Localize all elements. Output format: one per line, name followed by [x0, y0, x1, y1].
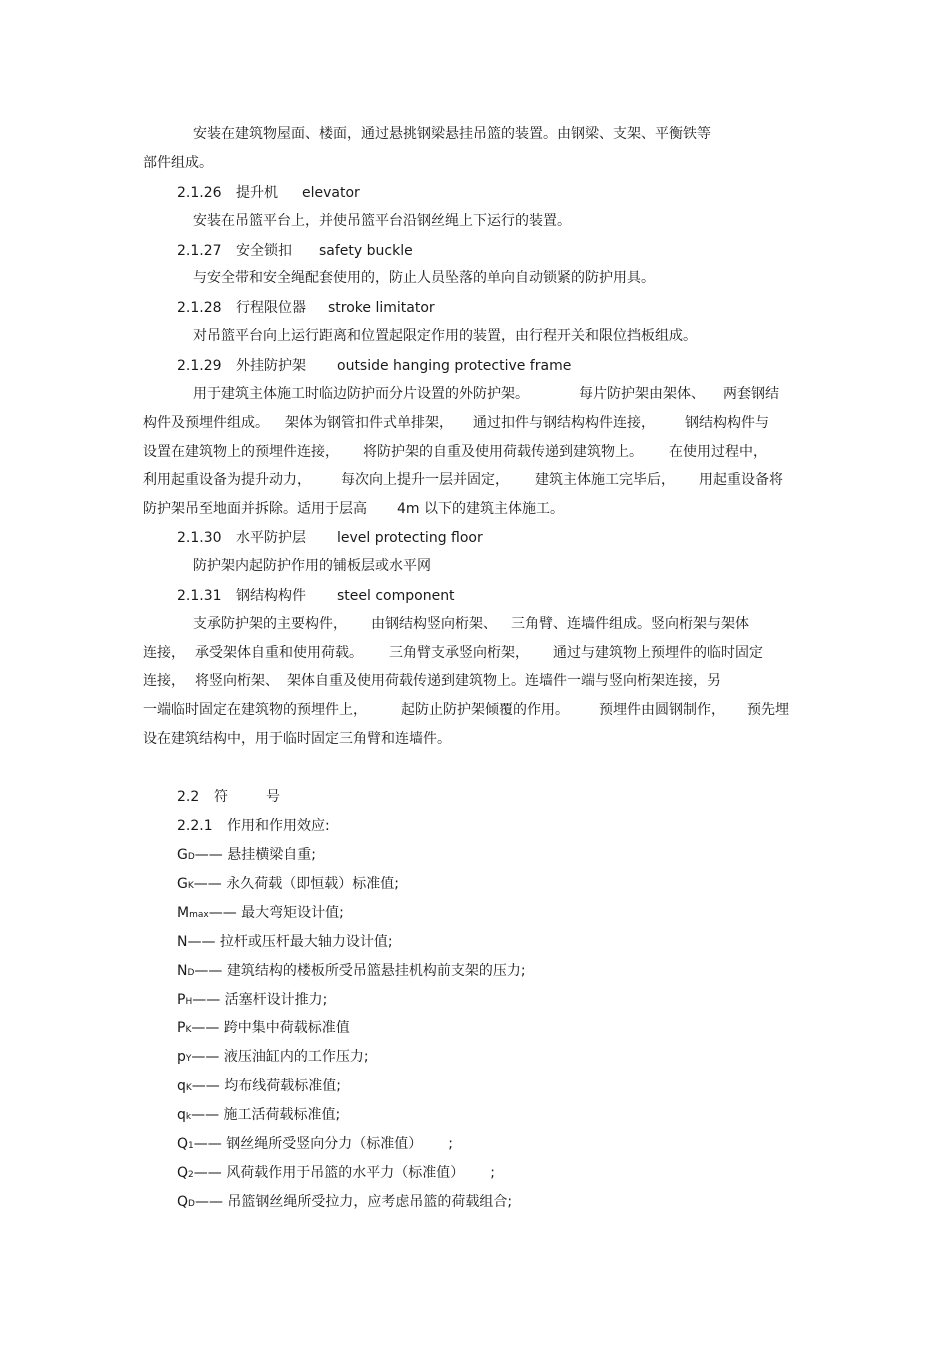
text-run: 一端临时固定在建筑物的预埋件上，: [143, 702, 367, 718]
definition-2-1-29-line-5: [143, 499, 564, 519]
symbol-main: Q: [177, 1165, 189, 1181]
term-zh: 钢结构构件: [236, 588, 306, 604]
term-en: steel component: [337, 588, 455, 604]
symbol-description: —— 跨中集中荷载标准值: [191, 1020, 350, 1036]
symbol-description: —— 风荷载作用于吊篮的水平力（标准值）: [193, 1165, 465, 1181]
symbol-row: [177, 932, 393, 952]
text-run: 每片防护架由架体、: [579, 386, 705, 402]
text-run: 连接，: [143, 673, 185, 689]
term-zh: 安全锁扣: [236, 243, 292, 259]
text-run: 4m 以下的建筑主体施工。: [397, 501, 564, 517]
symbol-row: [177, 961, 526, 983]
symbol-description: —— 悬挂横梁自重;: [194, 847, 316, 863]
symbol-subscript: max: [189, 910, 209, 920]
definition-heading-2-1-29: [177, 356, 571, 376]
text-run: 每次向上提升一层并固定，: [341, 472, 509, 488]
symbol-description: —— 施工活荷载标准值;: [191, 1107, 341, 1123]
symbol-description: —— 建筑结构的楼板所受吊篮悬挂机构前支架的压力;: [194, 963, 526, 979]
text-run: 三角臂支承竖向桁架，: [389, 645, 529, 661]
symbol-row: [177, 1105, 340, 1127]
definition-body-2-1-27: 与安全带和安全绳配套使用的，防止人员坠落的单向自动锁紧的防护用具。: [193, 270, 655, 286]
text-run: 预先埋: [747, 702, 789, 718]
term-zh: 提升机: [236, 185, 278, 201]
symbol-tail: ;: [490, 1165, 495, 1181]
text-run: 钢结构构件与: [685, 415, 769, 431]
symbol-row: [177, 1047, 369, 1069]
clause-number: 2.1.27: [177, 243, 222, 259]
text-run: 将竖向桁架、: [195, 673, 279, 689]
text-run: 在使用过程中，: [669, 444, 767, 460]
definition-heading-2-1-28: [177, 298, 435, 318]
definition-heading-2-1-31: [177, 586, 455, 606]
symbol-description: —— 液压油缸内的工作压力;: [191, 1049, 369, 1065]
text-run: 设置在建筑物上的预埋件连接，: [143, 444, 339, 460]
text-run: 由钢结构竖向桁架、: [371, 616, 497, 632]
section-number: 2.2: [177, 789, 200, 805]
text-run: 支承防护架的主要构件，: [193, 616, 347, 632]
text-run: 承受架体自重和使用荷载。: [195, 645, 363, 661]
symbol-subscript: K: [185, 1083, 192, 1093]
term-zh: 水平防护层: [236, 530, 306, 546]
text-run: 将防护架的自重及使用荷载传递到建筑物上。: [363, 444, 643, 460]
term-en: stroke limitator: [328, 300, 435, 316]
subsection-number: 2.2.1: [177, 818, 213, 834]
text-run: 防护架吊至地面并拆除。适用于层高: [143, 501, 367, 517]
intro-line-1: 安装在建筑物屋面、楼面，通过悬挑钢梁悬挂吊篮的装置。由钢梁、支架、平衡铁等: [193, 126, 711, 142]
symbol-main: p: [177, 1049, 186, 1065]
heading-char: 符: [214, 789, 228, 805]
definition-2-1-29-line-4: [143, 470, 783, 490]
subsection-heading-2-2-1: [177, 816, 330, 836]
text-run: 架体自重及使用荷载传递到建筑物上。连墙件一端与竖向桁架连接，另: [287, 673, 721, 689]
heading-char: 号: [266, 789, 280, 805]
definition-heading-2-1-27: [177, 241, 413, 261]
symbol-main: N: [177, 963, 188, 979]
definition-2-1-31-line-4: [143, 700, 789, 720]
symbol-subscript: D: [187, 968, 195, 978]
symbol-main: N: [177, 934, 188, 950]
symbol-main: P: [177, 992, 186, 1008]
symbol-subscript: D: [187, 852, 195, 862]
definition-2-1-29-line-1: [193, 384, 779, 404]
definition-2-1-29-line-3: [143, 442, 767, 462]
symbol-subscript: K: [185, 1025, 192, 1035]
subsection-title: 作用和作用效应:: [227, 818, 330, 834]
symbol-row: [177, 845, 316, 867]
text-run: 起防止防护架倾覆的作用。: [401, 702, 569, 718]
clause-number: 2.1.29: [177, 358, 222, 374]
text-run: 建筑主体施工完毕后，: [535, 472, 675, 488]
symbol-subscript: D: [188, 1199, 195, 1209]
symbol-subscript: k: [185, 1112, 192, 1122]
term-zh: 行程限位器: [236, 300, 306, 316]
clause-number: 2.1.31: [177, 588, 222, 604]
symbol-row: [177, 874, 399, 896]
term-en: level protecting floor: [337, 530, 483, 546]
term-en: elevator: [302, 185, 360, 201]
symbol-row: [177, 903, 344, 925]
symbol-row: [177, 1134, 453, 1156]
symbol-description: —— 钢丝绳所受竖向分力（标准值）: [193, 1136, 423, 1152]
text-run: 三角臂、连墙件组成。竖向桁架与架体: [511, 616, 749, 632]
definition-2-1-31-line-5: 设在建筑结构中，用于临时固定三角臂和连墙件。: [143, 731, 451, 747]
text-run: 架体为钢管扣件式单排架，: [285, 415, 453, 431]
symbol-row: [177, 1018, 350, 1040]
definition-body-2-1-26: 安装在吊篮平台上，并使吊篮平台沿钢丝绳上下运行的装置。: [193, 213, 571, 229]
clause-number: 2.1.26: [177, 185, 222, 201]
text-run: 通过扣件与钢结构构件连接，: [473, 415, 655, 431]
term-en: outside hanging protective frame: [337, 358, 572, 374]
symbol-subscript: 1: [188, 1141, 194, 1151]
symbol-description: —— 活塞杆设计推力;: [192, 992, 328, 1008]
text-run: 预埋件由圆钢制作，: [599, 702, 725, 718]
symbol-subscript: K: [187, 881, 194, 891]
symbol-description: —— 最大弯矩设计值;: [208, 905, 344, 921]
term-zh: 外挂防护架: [236, 358, 306, 374]
text-run: 用起重设备将: [699, 472, 783, 488]
text-run: 通过与建筑物上预埋件的临时固定: [553, 645, 763, 661]
definition-heading-2-1-30: [177, 528, 483, 548]
symbol-subscript: H: [185, 997, 193, 1007]
clause-number: 2.1.28: [177, 300, 222, 316]
symbol-row: [177, 990, 327, 1012]
definition-2-1-29-line-2: [143, 413, 769, 433]
symbol-description: —— 均布线荷载标准值;: [191, 1078, 341, 1094]
symbol-tail: ;: [448, 1136, 453, 1152]
symbol-main: q: [177, 1107, 186, 1123]
symbol-main: G: [177, 876, 188, 892]
text-run: 用于建筑主体施工时临边防护而分片设置的外防护架。: [193, 386, 529, 402]
intro-line-2: 部件组成。: [143, 155, 213, 171]
symbol-main: Q: [177, 1194, 189, 1210]
symbol-main: Q: [177, 1136, 189, 1152]
symbol-row: [177, 1076, 341, 1098]
symbol-description: —— 永久荷载（即恒载）标准值;: [193, 876, 399, 892]
definition-heading-2-1-26: [177, 183, 360, 203]
clause-number: 2.1.30: [177, 530, 222, 546]
symbol-row: [177, 1192, 512, 1214]
text-run: 利用起重设备为提升动力，: [143, 472, 311, 488]
definition-body-2-1-28: 对吊篮平台向上运行距离和位置起限定作用的装置，由行程开关和限位挡板组成。: [193, 328, 697, 344]
text-run: 两套钢结: [723, 386, 779, 402]
text-run: 连接，: [143, 645, 185, 661]
symbol-subscript: 2: [188, 1170, 194, 1180]
definition-2-1-31-line-3: [143, 671, 721, 691]
symbol-row: [177, 1163, 495, 1185]
symbol-main: q: [177, 1078, 186, 1094]
text-run: 构件及预埋件组成。: [143, 415, 269, 431]
symbol-main: G: [177, 847, 188, 863]
section-heading-symbols: [177, 787, 280, 807]
symbol-subscript: Y: [185, 1054, 192, 1064]
term-en: safety buckle: [319, 243, 413, 259]
symbol-description: —— 拉杆或压杆最大轴力设计值;: [187, 934, 393, 950]
definition-body-2-1-30: 防护架内起防护作用的铺板层或水平网: [193, 558, 431, 574]
symbol-description: —— 吊篮钢丝绳所受拉力，应考虑吊篮的荷载组合;: [194, 1194, 513, 1210]
definition-2-1-31-line-2: [143, 643, 763, 663]
symbol-main: P: [177, 1020, 186, 1036]
definition-2-1-31-line-1: [193, 614, 749, 634]
symbol-main: M: [177, 905, 190, 921]
